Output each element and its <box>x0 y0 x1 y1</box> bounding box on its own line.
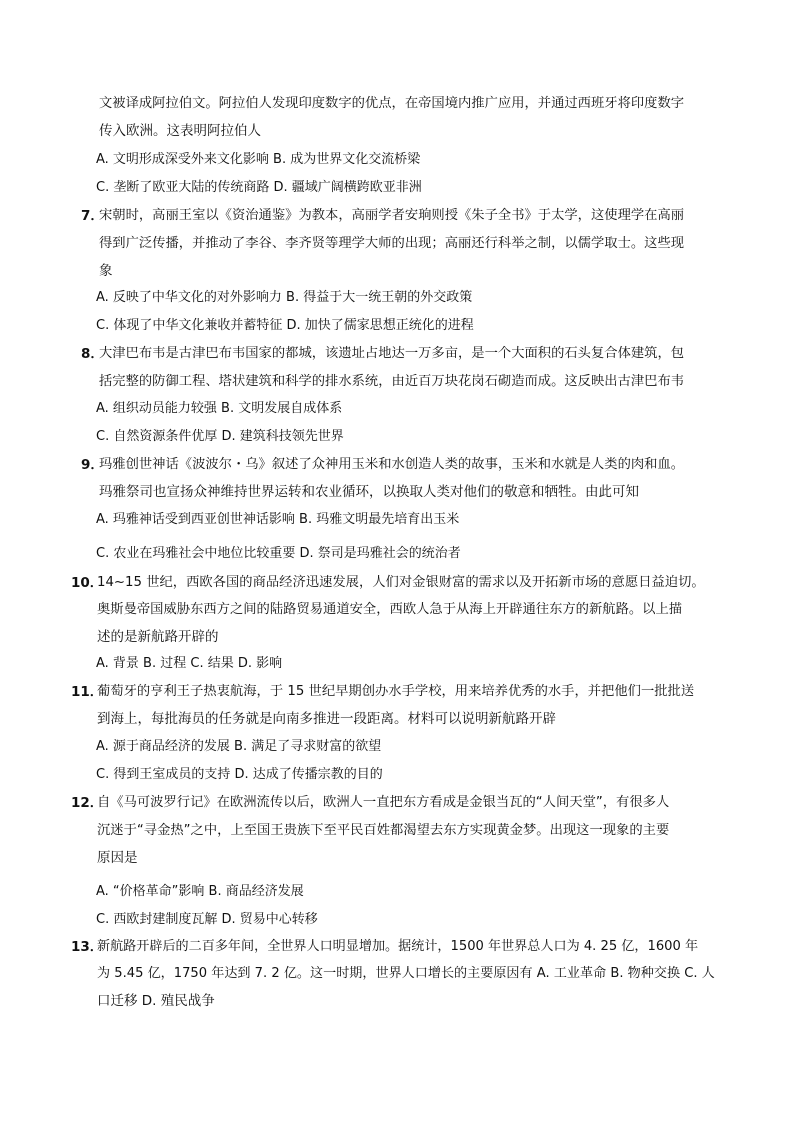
q11-stem-line-1: 葡萄牙的亨利王子热衷航海，于 15 世纪早期创办水手学校，用来培养优秀的水手，并把他们一批批送 <box>97 684 695 699</box>
q7-stem-line-1: 宋朝时，高丽王室以《资治通鉴》为教本，高丽学者安珦则授《朱子全书》于太学，这使理学在高丽 <box>99 208 685 223</box>
q8-options-cd: C. 自然资源条件优厚 D. 建筑科技领先世界 <box>96 429 344 444</box>
q12-stem-line-2: 沉迷于“寻金热”之中，上至国王贵族下至平民百姓都渴望去东方实现黄金梦。出现这一现象的主要 <box>97 823 670 838</box>
q6-options-cd: C. 垄断了欧亚大陆的传统商路 D. 疆域广阔横跨欧亚非洲 <box>96 180 422 195</box>
q11-options-ab: A. 源于商品经济的发展 B. 满足了寻求财富的欲望 <box>96 739 382 754</box>
q9-options-cd: C. 农业在玛雅社会中地位比较重要 D. 祭司是玛雅社会的统治者 <box>96 546 461 561</box>
q8-stem-line-2: 括完整的防御工程、塔状建筑和科学的排水系统，由近百万块花岗石砌造而成。这反映出古津巴布韦 <box>99 374 685 389</box>
q7-options-ab: A. 反映了中华文化的对外影响力 B. 得益于大一统王朝的外交政策 <box>96 290 473 305</box>
q7-stem-line-2: 得到广泛传播，并推动了李谷、李齐贤等理学大师的出现；高丽还行科举之制，以儒学取士。这些现 <box>99 236 685 251</box>
q13-stem-line-2: 为 5.45 亿，1750 年达到 7. 2 亿。这一时期，世界人口增长的主要原因有 A. 工业革命 B. 物种交换 C. 人 <box>97 966 715 981</box>
q9-stem-line-1: 玛雅创世神话《波波尔・乌》叙述了众神用玉米和水创造人类的故事，玉米和水就是人类的肉和血。 <box>99 457 685 472</box>
q7-options-cd: C. 体现了中华文化兼收并蓄特征 D. 加快了儒家思想正统化的进程 <box>96 318 474 333</box>
q12-options-ab: A. “价格革命”影响 B. 商品经济发展 <box>96 884 304 899</box>
q12-number: 12． <box>71 795 104 811</box>
q10-stem-line-1: 14~15 世纪，西欧各国的商品经济迅速发展，人们对金银财富的需求以及开拓新市场的意愿日益迫切。 <box>97 575 705 590</box>
q10-stem-line-3: 述的是新航路开辟的 <box>97 629 219 645</box>
q7-number: 7． <box>81 208 104 224</box>
q8-number: 8． <box>81 346 104 362</box>
q7-stem-line-3: 象 <box>99 263 113 279</box>
q10-options: A. 背景 B. 过程 C. 结果 D. 影响 <box>96 656 283 671</box>
q12-options-cd: C. 西欧封建制度瓦解 D. 贸易中心转移 <box>96 912 318 927</box>
q8-stem-line-1: 大津巴布韦是古津巴布韦国家的都城，该遗址占地达一万多亩，是一个大面积的石头复合体建筑，包 <box>99 346 685 361</box>
q12-stem-line-1: 自《马可波罗行记》在欧洲流传以后，欧洲人一直把东方看成是金银当瓦的“人间天堂”，有很多人 <box>97 795 670 810</box>
q6-options-ab: A. 文明形成深受外来文化影响 B. 成为世界文化交流桥梁 <box>96 152 421 167</box>
q11-options-cd: C. 得到王室成员的支持 D. 达成了传播宗教的目的 <box>96 767 383 782</box>
q11-stem-line-2: 到海上，每批海员的任务就是向南多推进一段距离。材料可以说明新航路开辟 <box>97 711 556 727</box>
q6-stem-line-2: 传入欧洲。这表明阿拉伯人 <box>99 123 261 139</box>
q8-options-ab: A. 组织动员能力较强 B. 文明发展自成体系 <box>96 401 343 416</box>
q12-stem-line-3: 原因是 <box>97 850 138 866</box>
q9-number: 9． <box>81 457 104 473</box>
q10-number: 10． <box>71 575 104 591</box>
q9-stem-line-2: 玛雅祭司也宣扬众神维持世界运转和农业循环，以换取人类对他们的敬意和牺牲。由此可知 <box>99 484 639 500</box>
q13-stem-line-1: 新航路开辟后的二百多年间，全世界人口明显增加。据统计，1500 年世界总人口为 4. 25 亿，1600 年 <box>97 939 699 954</box>
q13-stem-line-3: 口迁移 D. 殖民战争 <box>97 993 215 1009</box>
q9-options-ab: A. 玛雅神话受到西亚创世神话影响 B. 玛雅文明最先培育出玉米 <box>96 512 460 527</box>
q11-number: 11． <box>71 684 104 700</box>
q10-stem-line-2: 奥斯曼帝国威胁东西方之间的陆路贸易通道安全，西欧人急于从海上开辟通往东方的新航路。以上描 <box>97 602 683 617</box>
q13-number: 13． <box>71 939 104 955</box>
q6-stem-line-1: 文被译成阿拉伯文。阿拉伯人发现印度数字的优点，在帝国境内推广应用，并通过西班牙将印度数字 <box>99 96 685 111</box>
